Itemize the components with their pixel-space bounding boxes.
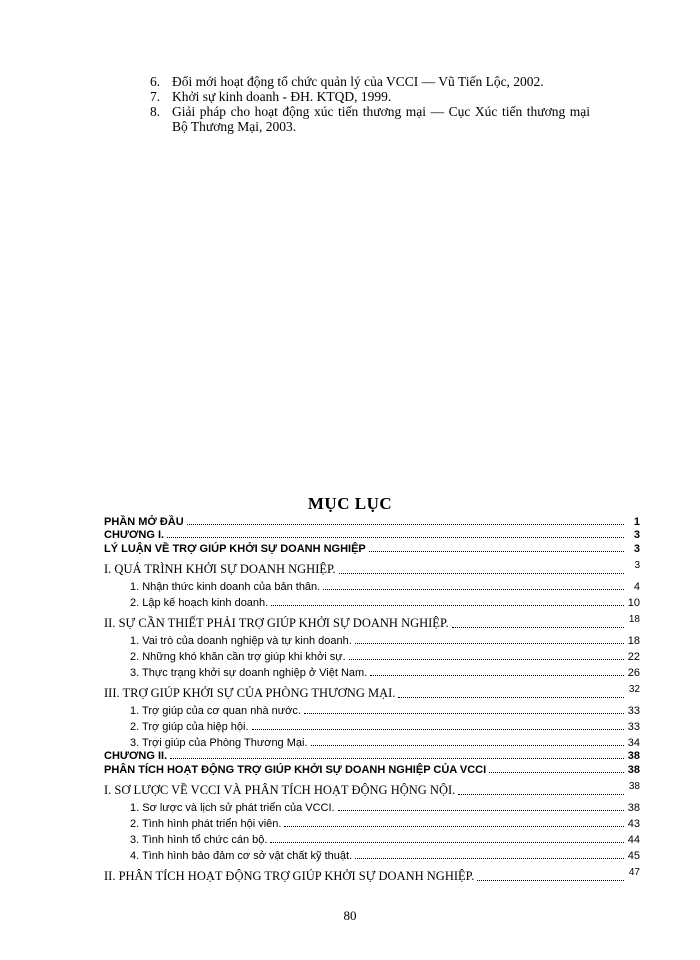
toc-entry-page: 3 (633, 529, 640, 541)
reference-item (150, 74, 590, 89)
toc-dot-leader (323, 588, 624, 590)
toc-dot-leader (270, 841, 624, 843)
toc-entry-label: 2. Lập kế hoạch kinh doanh. (130, 596, 269, 609)
toc-entry-label: 2. Tình hình phát triển hội viên. (130, 817, 282, 830)
toc-entry-page: 47 (628, 866, 640, 878)
toc-entry-page: 45 (627, 849, 640, 862)
reference-number: 6. (150, 74, 161, 89)
toc-dot-leader (355, 642, 624, 644)
toc-dot-leader (477, 879, 624, 881)
toc-dot-leader (339, 572, 624, 574)
toc-entry-sub[interactable] (104, 798, 640, 814)
reference-text: Khởi sự kinh doanh - ĐH. KTQD, 1999. (172, 89, 392, 104)
toc-dot-leader (349, 658, 624, 660)
toc-entry-section[interactable] (104, 781, 640, 798)
toc-entry-sub[interactable] (104, 846, 640, 862)
toc-entry-page: 38 (627, 801, 640, 814)
toc-entry-page: 38 (627, 763, 640, 776)
toc-entry-sub[interactable] (104, 814, 640, 830)
reference-number: 8. (150, 104, 161, 119)
toc-entry-label: 1. Sơ lược và lịch sử phát triển của VCCI. (130, 801, 335, 814)
toc-dot-leader (311, 744, 624, 746)
toc-entry-sub[interactable] (104, 701, 640, 717)
toc-entry-main[interactable] (104, 541, 640, 555)
toc-entry-page: 33 (627, 720, 640, 733)
toc-entry-section[interactable] (104, 560, 640, 577)
toc-entry-sub[interactable] (104, 647, 640, 663)
reference-text: Giải pháp cho hoạt động xúc tiến thương mại — Cục Xúc tiến thương mại Bộ Thương Mại, 2003. (172, 104, 590, 134)
toc-entry-page: 38 (628, 780, 640, 792)
toc-entry-page: 44 (627, 833, 640, 846)
toc-entry-page: 3 (634, 559, 640, 571)
toc-entry-label: 3. Thực trạng khởi sự doanh nghiệp ở Việt Nam. (130, 666, 368, 679)
toc-entry-main[interactable] (104, 762, 640, 776)
toc-entry-page: 22 (627, 650, 640, 663)
reference-list (150, 74, 590, 134)
toc-entry-label: CHƯƠNG I. (104, 529, 165, 541)
toc-dot-leader (167, 536, 624, 538)
toc-entry-section[interactable] (104, 684, 640, 701)
toc-entry-page: 1 (633, 515, 640, 528)
toc-entry-sub[interactable] (104, 830, 640, 846)
toc-entry-label: 2. Trợ giúp của hiệp hội. (130, 720, 249, 733)
toc-entry-main[interactable] (104, 528, 640, 542)
toc-entry-label: LÝ LUẬN VỀ TRỢ GIÚP KHỞI SỰ DOANH NGHIỆP (104, 542, 366, 555)
toc-dot-leader (187, 523, 624, 525)
toc-entry-page: 33 (627, 704, 640, 717)
toc-entry-label: II. PHÂN TÍCH HOẠT ĐỘNG TRỢ GIÚP KHỞI SỰ DOANH NGHIỆP. (104, 868, 475, 883)
toc-dot-leader (398, 696, 624, 698)
toc-dot-leader (452, 626, 624, 628)
toc-entry-page: 32 (628, 683, 640, 695)
toc-entry-label: 1. Vai trò của doanh nghiệp và tự kinh doanh. (130, 634, 352, 647)
toc-dot-leader (355, 857, 624, 859)
table-of-contents (104, 514, 640, 884)
toc-entry-label: I. SƠ LƯỢC VỀ VCCI VÀ PHÂN TÍCH HOẠT ĐỘNG HỘNG NỘI. (104, 782, 456, 797)
toc-entry-label: 3. Trợi giúp của Phòng Thương Mại. (130, 736, 308, 749)
toc-entry-label: PHÂN TÍCH HOẠT ĐỘNG TRỢ GIÚP KHỞI SỰ DOANH NGHIỆP CỦA VCCI (104, 763, 487, 776)
toc-dot-leader (271, 604, 624, 606)
toc-entry-label: 2. Những khó khăn cần trợ giúp khi khởi sự. (130, 650, 346, 663)
toc-entry-label: 1. Trợ giúp của cơ quan nhà nước. (130, 704, 301, 717)
toc-dot-leader (338, 809, 624, 811)
toc-dot-leader (369, 550, 624, 552)
toc-entry-sub[interactable] (104, 631, 640, 647)
toc-entry-page: 38 (627, 750, 640, 762)
toc-entry-label: 3. Tình hình tổ chức cán bộ. (130, 833, 268, 846)
toc-entry-sub[interactable] (104, 733, 640, 749)
toc-dot-leader (370, 674, 624, 676)
toc-entry-sub[interactable] (104, 717, 640, 733)
toc-dot-leader (458, 793, 624, 795)
toc-entry-section[interactable] (104, 867, 640, 884)
toc-entry-section[interactable] (104, 614, 640, 631)
toc-dot-leader (170, 757, 624, 759)
reference-item (150, 89, 590, 104)
reference-text: Đổi mới hoạt động tổ chức quản lý của VCCI — Vũ Tiến Lộc, 2002. (172, 74, 544, 89)
toc-entry-page: 43 (627, 817, 640, 830)
toc-entry-sub[interactable] (104, 577, 640, 593)
page-number: 80 (343, 908, 357, 923)
toc-entry-sub[interactable] (104, 593, 640, 609)
reference-number: 7. (150, 89, 161, 104)
toc-entry-label: 4. Tình hình bảo đảm cơ sở vật chất kỹ thuật. (130, 849, 353, 862)
toc-dot-leader (284, 825, 624, 827)
toc-entry-label: CHƯƠNG II. (104, 750, 168, 762)
toc-entry-page: 26 (627, 666, 640, 679)
toc-entry-page: 18 (627, 634, 640, 647)
toc-entry-label: II. SỰ CẦN THIẾT PHẢI TRỢ GIÚP KHỞI SỰ DOANH NGHIỆP. (104, 615, 449, 630)
toc-entry-label: I. QUÁ TRÌNH KHỞI SỰ DOANH NGHIỆP. (104, 561, 336, 576)
toc-dot-leader (252, 728, 624, 730)
toc-title: MỤC LỤC (307, 494, 393, 513)
toc-entry-page: 3 (633, 542, 640, 555)
toc-entry-label: III. TRỢ GIÚP KHỞI SỰ CỦA PHÒNG THƯƠNG MẠI. (104, 685, 396, 700)
toc-entry-page: 4 (633, 580, 640, 593)
toc-entry-sub[interactable] (104, 663, 640, 679)
toc-entry-page: 10 (627, 596, 640, 609)
toc-entry-page: 34 (627, 736, 640, 749)
toc-entry-page: 18 (628, 613, 640, 625)
toc-entry-main[interactable] (104, 514, 640, 528)
toc-dot-leader (489, 771, 624, 773)
toc-dot-leader (304, 712, 624, 714)
toc-entry-label: PHẦN MỞ ĐẦU (104, 515, 184, 528)
toc-entry-label: 1. Nhận thức kinh doanh của bản thân. (130, 580, 321, 593)
toc-entry-main[interactable] (104, 749, 640, 763)
reference-item (150, 104, 590, 134)
